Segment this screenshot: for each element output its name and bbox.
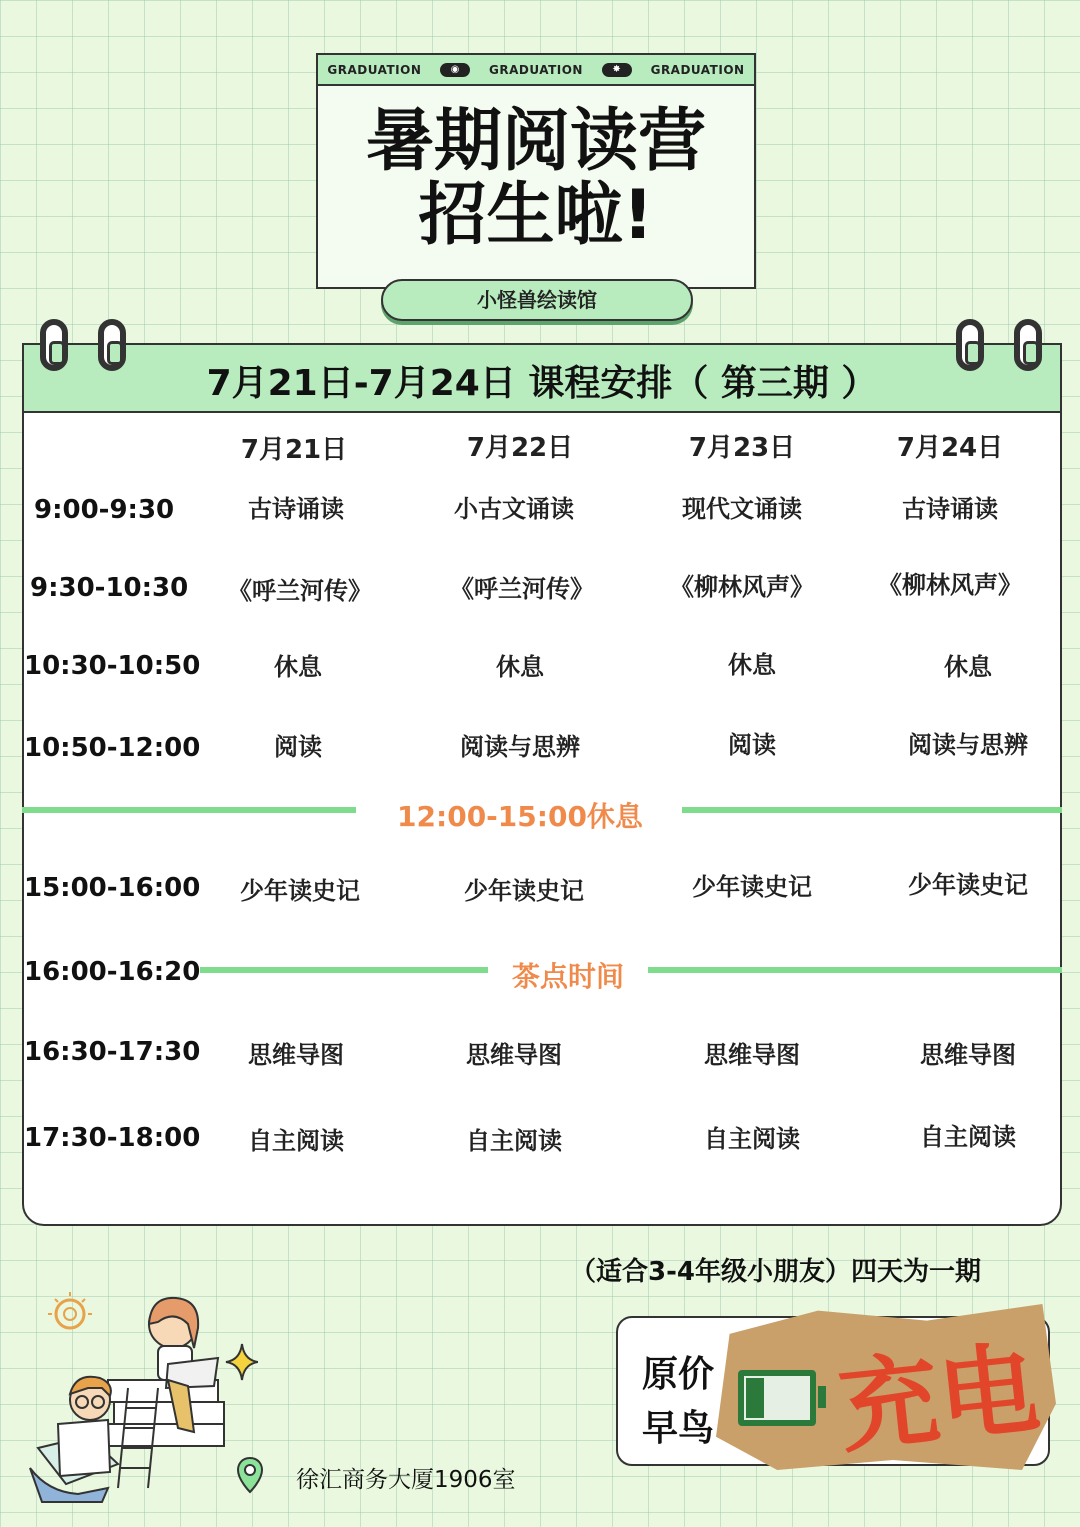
battery-tip — [818, 1386, 826, 1408]
graduation-word: GRADUATION — [489, 62, 583, 77]
course-cell: 小古文诵读 — [454, 495, 574, 523]
time-slot: 10:30-10:50 — [24, 651, 201, 681]
course-cell: 《柳林风声》 — [670, 573, 814, 601]
course-cell: 少年读史记 — [464, 877, 584, 905]
day-header: 7月23日 — [688, 433, 796, 463]
header-box — [316, 53, 756, 289]
course-cell: 《呼兰河传》 — [450, 575, 594, 603]
course-cell: 古诗诵读 — [902, 495, 998, 523]
course-cell: 休息 — [274, 653, 322, 681]
age-note: （适合3-4年级小朋友）四天为一期 — [570, 1257, 981, 1287]
kids-reading-illustration — [18, 1288, 258, 1508]
original-price-label: 原价 — [642, 1354, 715, 1395]
course-cell: 思维导图 — [466, 1041, 562, 1069]
course-cell: 少年读史记 — [908, 871, 1028, 899]
graduation-word: GRADUATION — [650, 62, 745, 77]
time-slot: 15:00-16:00 — [24, 873, 201, 903]
course-cell: 现代文诵读 — [682, 495, 802, 523]
course-cell: 《柳林风声》 — [878, 571, 1022, 599]
course-cell: 阅读与思辨 — [460, 733, 580, 761]
course-cell: 阅读 — [728, 731, 776, 759]
time-slot: 16:30-17:30 — [24, 1037, 201, 1067]
course-cell: 休息 — [944, 653, 992, 681]
noon-break-label: 12:00-15:00休息 — [397, 800, 643, 833]
divider-line — [200, 967, 488, 973]
graduation-word: GRADUATION — [327, 62, 422, 77]
schedule-header — [22, 343, 1062, 413]
binder-ring-icon — [40, 319, 68, 371]
schedule-title: 7月21日-7月24日 课程安排（ 第三期 ） — [206, 363, 878, 404]
time-slot: 9:30-10:30 — [30, 573, 189, 603]
early-bird-label: 早鸟 — [642, 1408, 715, 1449]
location-pin-icon — [236, 1456, 264, 1494]
course-cell: 休息 — [496, 653, 544, 681]
binder-ring-icon — [956, 319, 984, 371]
course-cell: 少年读史记 — [692, 873, 812, 901]
title-line-2: 招生啦! — [418, 176, 654, 255]
venue-pill: 小怪兽绘读馆 — [381, 279, 693, 321]
time-slot: 17:30-18:00 — [24, 1123, 201, 1153]
eye-icon: ◉ — [440, 63, 470, 77]
course-cell: 思维导图 — [920, 1041, 1016, 1069]
course-cell: 自主阅读 — [248, 1127, 344, 1155]
charge-stamp: 充电 — [833, 1328, 1045, 1468]
time-slot: 10:50-12:00 — [24, 733, 201, 763]
title-line-1: 暑期阅读营 — [365, 102, 706, 181]
address-text: 徐汇商务大厦1906室 — [296, 1467, 516, 1493]
divider-line — [682, 807, 1062, 813]
course-cell: 古诗诵读 — [248, 495, 344, 523]
binder-ring-icon — [98, 319, 126, 371]
day-header: 7月22日 — [466, 433, 574, 463]
day-header: 7月24日 — [896, 433, 1004, 463]
schedule-card — [22, 343, 1062, 1226]
course-cell: 休息 — [728, 651, 776, 679]
course-cell: 自主阅读 — [704, 1125, 800, 1153]
time-slot: 16:00-16:20 — [24, 957, 201, 987]
time-slot: 9:00-9:30 — [34, 495, 175, 525]
course-cell: 阅读与思辨 — [908, 731, 1028, 759]
course-cell: 思维导图 — [248, 1041, 344, 1069]
course-cell: 少年读史记 — [240, 877, 360, 905]
star-icon: ✸ — [602, 63, 632, 77]
course-cell: 阅读 — [274, 733, 322, 761]
day-header: 7月21日 — [240, 435, 348, 465]
course-cell: 《呼兰河传》 — [228, 577, 372, 605]
tea-time-label: 茶点时间 — [511, 960, 624, 993]
battery-icon — [738, 1370, 816, 1426]
course-cell: 自主阅读 — [466, 1127, 562, 1155]
course-cell: 思维导图 — [704, 1041, 800, 1069]
course-cell: 自主阅读 — [920, 1123, 1016, 1151]
divider-line — [22, 807, 356, 813]
binder-ring-icon — [1014, 319, 1042, 371]
divider-line — [648, 967, 1062, 973]
graduation-strip — [318, 55, 754, 86]
